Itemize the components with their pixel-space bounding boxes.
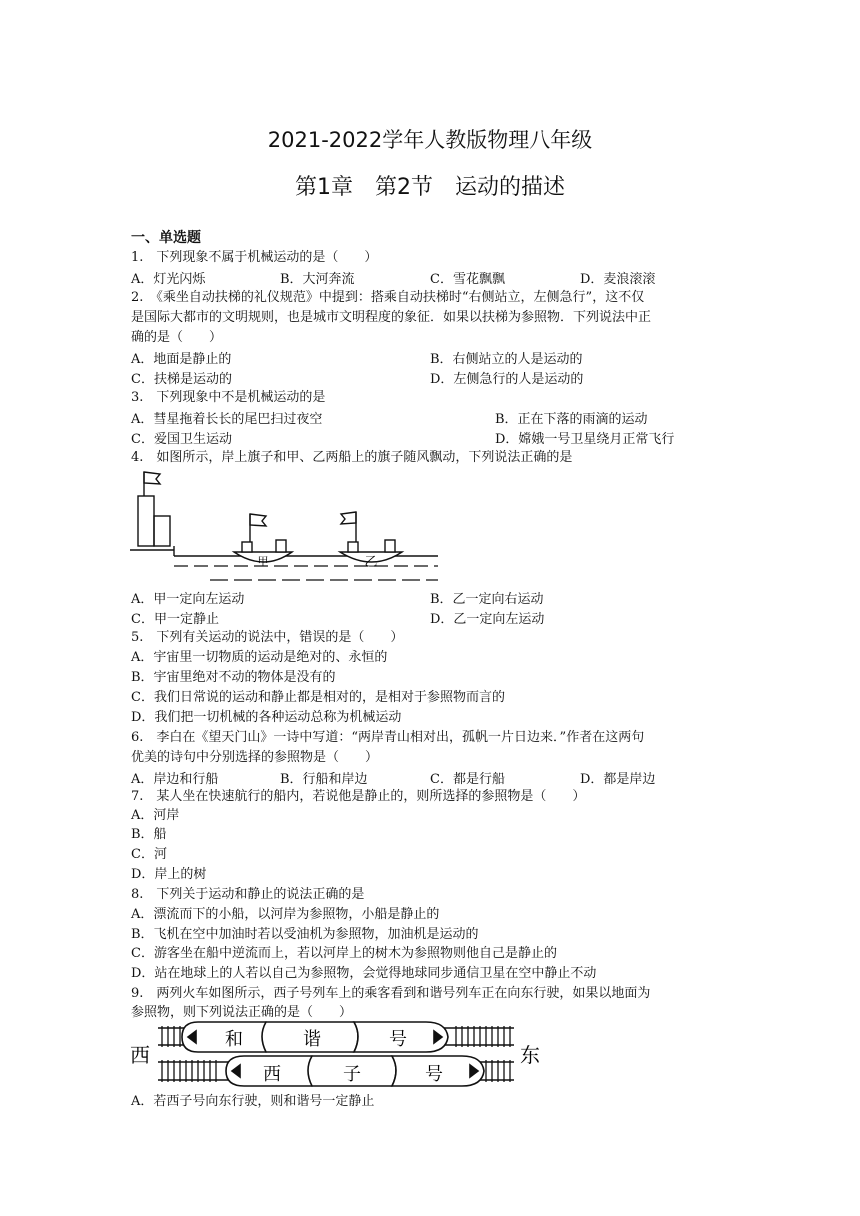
q8-stem: 8. 下列关于运动和静止的说法正确的是 bbox=[131, 887, 365, 902]
q3-option-c: C．爱国卫生运动 bbox=[131, 432, 232, 447]
q7-option-c: C．河 bbox=[131, 847, 167, 862]
boat-yi-label: 乙 bbox=[364, 555, 378, 570]
boat-jia-label: 甲 bbox=[257, 555, 269, 568]
q9-stem-line1: 9. 两列火车如图所示，西子号列车上的乘客看到和谐号列车正在向东行驶，如果以地面为 bbox=[131, 986, 651, 1001]
q1-option-b: B．大河奔流 bbox=[280, 272, 355, 287]
q8-option-d: D．站在地球上的人若以自己为参照物，会觉得地球同步通信卫星在空中静止不动 bbox=[131, 966, 597, 981]
q8-option-b: B．飞机在空中加油时若以受油机为参照物，加油机是运动的 bbox=[131, 927, 479, 942]
document-subtitle: 第1章 第2节 运动的描述 bbox=[295, 175, 565, 200]
q7-stem: 7. 某人坐在快速航行的船内，若说他是静止的，则所选择的参照物是（ ） bbox=[131, 789, 586, 804]
train-xizi-car3: 号 bbox=[425, 1064, 443, 1085]
q3-option-a: A．彗星拖着长长的尾巴扫过夜空 bbox=[131, 412, 323, 427]
q5-stem: 5. 下列有关运动的说法中，错误的是（ ） bbox=[131, 630, 404, 645]
q3-stem: 3. 下列现象中不是机械运动的是 bbox=[131, 390, 326, 405]
q2-stem-line2: 是国际大都市的文明规则，也是城市文明程度的象征．如果以扶梯为参照物．下列说法中正 bbox=[131, 310, 652, 325]
q1-option-d: D．麦浪滚滚 bbox=[580, 272, 656, 287]
q9-stem-line2: 参照物，则下列说法正确的是（ ） bbox=[131, 1005, 353, 1020]
q8-option-a: A．漂流而下的小船，以河岸为参照物，小船是静止的 bbox=[131, 907, 440, 922]
q7-option-b: B．船 bbox=[131, 827, 167, 842]
train-xizi-car1: 西 bbox=[263, 1064, 281, 1085]
q1-stem: 1. 下列现象不属于机械运动的是（ ） bbox=[131, 250, 378, 265]
q2-stem-line1: 2. 《乘坐自动扶梯的礼仪规范》中提到：搭乘自动扶梯时“右侧站立，左侧急行”，这不仅 bbox=[131, 290, 645, 305]
q3-option-b: B．正在下落的雨滴的运动 bbox=[495, 412, 648, 427]
shore-flag bbox=[138, 472, 170, 546]
section-heading: 一、单选题 bbox=[131, 230, 201, 246]
q6-option-b: B．行船和岸边 bbox=[280, 772, 368, 787]
q9-option-a: A．若西子号向东行驶，则和谐号一定静止 bbox=[131, 1094, 375, 1109]
q9-figure-trains bbox=[126, 1018, 556, 1090]
document-title: 2021-2022学年人教版物理八年级 bbox=[267, 128, 593, 152]
q2-option-b: B．右侧站立的人是运动的 bbox=[430, 352, 583, 367]
q1-option-a: A．灯光闪烁 bbox=[131, 272, 206, 287]
west-label: 西 bbox=[130, 1043, 150, 1067]
q1-option-c: C．雪花飘飘 bbox=[430, 272, 505, 287]
train-hexie-car3: 号 bbox=[389, 1029, 407, 1050]
q6-option-d: D．都是岸边 bbox=[580, 772, 656, 787]
q6-stem-line1: 6. 李白在《望天门山》一诗中写道：“两岸青山相对出，孤帆一片日边来．”作者在这两句 bbox=[131, 730, 645, 745]
q6-option-c: C．都是行船 bbox=[430, 772, 505, 787]
q7-option-a: A．河岸 bbox=[131, 808, 180, 823]
q2-option-d: D．左侧急行的人是运动的 bbox=[430, 372, 584, 387]
q4-figure-boats bbox=[130, 468, 442, 586]
q7-option-d: D．岸上的树 bbox=[131, 867, 207, 882]
q4-stem: 4. 如图所示，岸上旗子和甲、乙两船上的旗子随风飘动，下列说法正确的是 bbox=[131, 450, 573, 465]
q8-option-c: C．游客坐在船中逆流而上，若以河岸上的树木为参照物则他自己是静止的 bbox=[131, 946, 557, 961]
q2-option-c: C．扶梯是运动的 bbox=[131, 372, 232, 387]
q4-option-d: D．乙一定向左运动 bbox=[430, 612, 545, 627]
q4-option-c: C．甲一定静止 bbox=[131, 612, 219, 627]
q4-option-b: B．乙一定向右运动 bbox=[430, 592, 544, 607]
train-hexie-car2: 谐 bbox=[303, 1029, 321, 1050]
q6-stem-line2: 优美的诗句中分别选择的参照物是（ ） bbox=[131, 750, 379, 765]
east-label: 东 bbox=[520, 1043, 540, 1067]
q2-stem-line3: 确的是（ ） bbox=[131, 330, 223, 345]
q5-option-d: D．我们把一切机械的各种运动总称为机械运动 bbox=[131, 710, 402, 725]
q2-option-a: A．地面是静止的 bbox=[131, 352, 232, 367]
q5-option-a: A．宇宙里一切物质的运动是绝对的、永恒的 bbox=[131, 650, 388, 665]
q6-option-a: A．岸边和行船 bbox=[131, 772, 219, 787]
q5-option-b: B．宇宙里绝对不动的物体是没有的 bbox=[131, 670, 336, 685]
q4-option-a: A．甲一定向左运动 bbox=[131, 592, 245, 607]
q3-option-d: D．嫦娥一号卫星绕月正常飞行 bbox=[495, 432, 675, 447]
train-xizi-car2: 子 bbox=[343, 1064, 361, 1085]
train-hexie-car1: 和 bbox=[225, 1029, 243, 1050]
q5-option-c: C．我们日常说的运动和静止都是相对的，是相对于参照物而言的 bbox=[131, 690, 505, 705]
